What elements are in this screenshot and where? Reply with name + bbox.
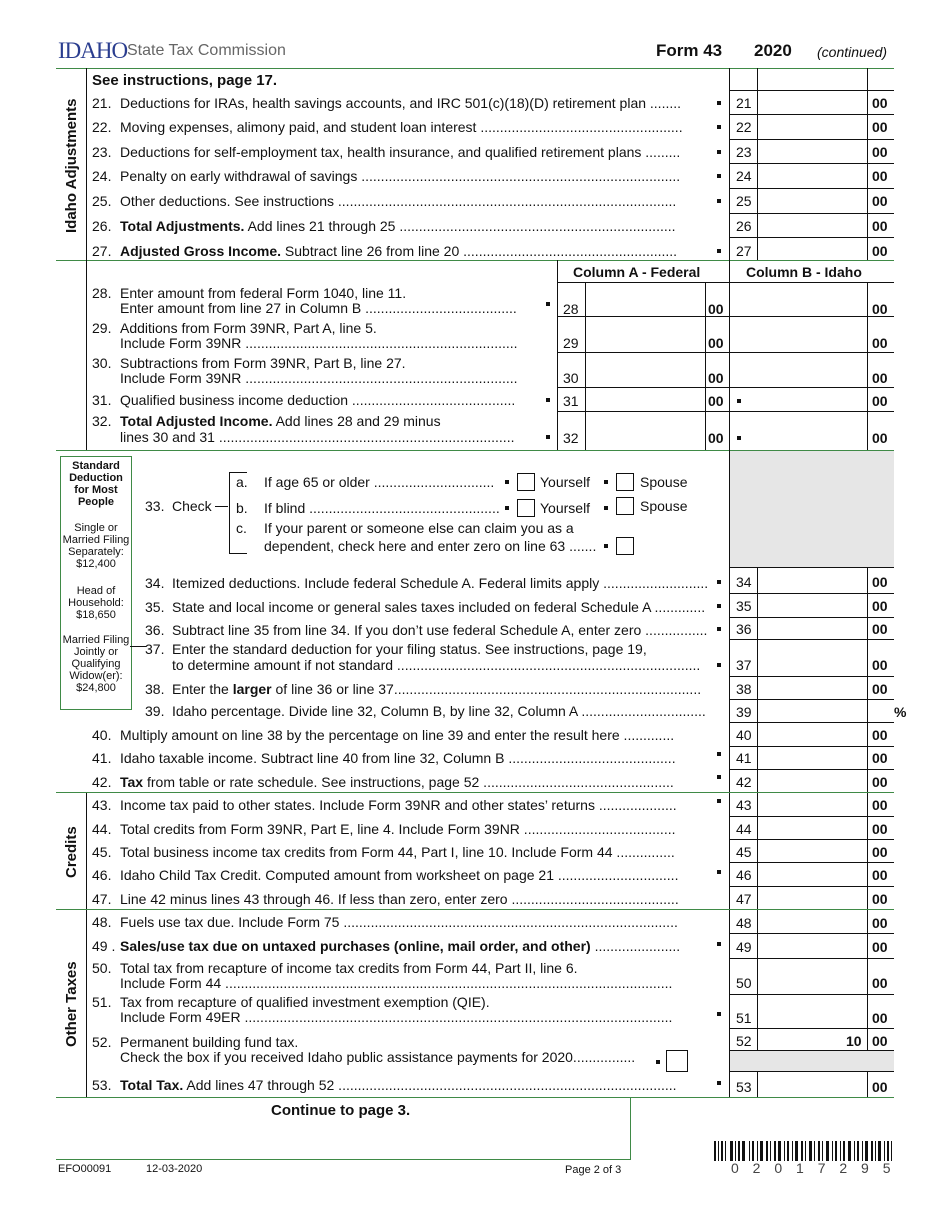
line-53-amount[interactable] (758, 1072, 866, 1096)
line-52-cents: 00 (872, 1033, 888, 1049)
line-42-cents: 00 (872, 774, 888, 790)
line-39-percent-sign: % (894, 704, 907, 720)
continued-label: (continued) (817, 44, 888, 60)
line-33a-letter: a. (236, 474, 248, 490)
line-29-label-2: Include Form 39NR ...................................................................... (120, 335, 518, 351)
line-52-number: 52. (92, 1034, 112, 1050)
line-30-box: 30 (563, 370, 579, 386)
checkbox-33a-spouse[interactable] (616, 473, 634, 491)
line-22-box: 22 (736, 119, 752, 135)
line-34-box: 34 (736, 574, 752, 590)
line-38-cents: 00 (872, 681, 888, 697)
line-31-label: Qualified business income deduction .......................................... (120, 392, 516, 408)
line-46-amount[interactable] (758, 863, 866, 885)
line-40-amount[interactable] (758, 723, 866, 745)
line-25-box: 25 (736, 193, 752, 209)
line-23-number: 23. (92, 144, 112, 160)
line-49-amount[interactable] (758, 934, 866, 957)
line-41-label: Idaho taxable income. Subtract line 40 from line 32, Column B ........................................... (120, 750, 676, 766)
line-36-label: Subtract line 35 from line 34. If you don’t use federal Schedule A, enter zero ................ (172, 622, 708, 638)
line-46-cents: 00 (872, 867, 888, 883)
line-40-box: 40 (736, 727, 752, 743)
line-51-number: 51. (92, 994, 112, 1010)
line-28-box: 28 (563, 301, 579, 317)
line-30-label-1: Subtractions from Form 39NR, Part B, line 27. (120, 355, 406, 371)
line-39-number: 39. (145, 703, 165, 719)
line-43-box: 43 (736, 797, 752, 813)
line-27-label: Adjusted Gross Income. Subtract line 26 from line 20 ....................................................... (120, 243, 678, 259)
line-43-number: 43. (92, 797, 112, 813)
section-credits: Credits (63, 826, 80, 878)
line-53-label: Total Tax. Add lines 47 through 52 ....................................................................................... (120, 1077, 677, 1093)
line-29-box: 29 (563, 335, 579, 351)
line-44-amount[interactable] (758, 817, 866, 838)
line-21-box: 21 (736, 95, 752, 111)
line-29-label-1: Additions from Form 39NR, Part A, line 5. (120, 320, 377, 336)
line-35-cents: 00 (872, 598, 888, 614)
line-23-label: Deductions for self-employment tax, health insurance, and qualified retirement plans ......... (120, 144, 681, 160)
line-51-label-1: Tax from recapture of qualified investment exemption (QIE). (120, 994, 490, 1010)
std-ded-single: Single or Married Filing Separately: $12,400 (62, 522, 130, 570)
line-32-cents-b: 00 (872, 430, 888, 446)
line-26-cents: 00 (872, 218, 888, 234)
line-50-amount[interactable] (758, 959, 866, 993)
line-23-amount[interactable] (758, 140, 866, 162)
line-32-box: 32 (563, 430, 579, 446)
std-ded-hoh: Head of Household: $18,650 (68, 585, 124, 621)
line-41-number: 41. (92, 750, 112, 766)
line-53-box: 53 (736, 1079, 752, 1095)
line-26-amount[interactable] (758, 214, 866, 236)
line-47-amount[interactable] (758, 887, 866, 908)
line-37-cents: 00 (872, 657, 888, 673)
line-52-label-2: Check the box if you received Idaho public assistance payments for 2020................ (120, 1049, 636, 1065)
adjustments-instructions: See instructions, page 17. (92, 72, 278, 89)
line-38-label: Enter the larger of line 36 or line 37............................................................................... (172, 681, 702, 697)
line-24-amount[interactable] (758, 164, 866, 187)
line-43-amount[interactable] (758, 793, 866, 815)
checkbox-33b-yourself[interactable] (517, 499, 535, 517)
form-number: Form 43 (656, 41, 723, 60)
line-22-amount[interactable] (758, 115, 866, 138)
line-33c-label-1: If your parent or someone else can claim you as a (264, 520, 574, 536)
line-30-cents-a: 00 (708, 370, 724, 386)
line-24-label: Penalty on early withdrawal of savings .................................................................................. (120, 168, 681, 184)
line-51-amount[interactable] (758, 995, 866, 1027)
line-28-amount-a[interactable] (586, 283, 704, 315)
line-50-box: 50 (736, 975, 752, 991)
line-32-label-2: lines 30 and 31 ............................................................................ (120, 429, 515, 445)
column-a-header: Column A - Federal (573, 264, 701, 280)
line-30-number: 30. (92, 355, 112, 371)
line-29-cents-a: 00 (708, 335, 724, 351)
line-44-cents: 00 (872, 821, 888, 837)
line-24-number: 24. (92, 168, 112, 184)
line-46-box: 46 (736, 867, 752, 883)
line-31-number: 31. (92, 392, 112, 408)
line-53-cents: 00 (872, 1079, 888, 1095)
line-35-label: State and local income or general sales taxes included on federal Schedule A ............. (172, 599, 706, 615)
line-45-cents: 00 (872, 844, 888, 860)
line-37-box: 37 (736, 657, 752, 673)
line-29-amount-a[interactable] (586, 317, 704, 351)
checkbox-33a-yourself[interactable] (517, 473, 535, 491)
line-48-amount[interactable] (758, 910, 866, 932)
line-49-cents: 00 (872, 939, 888, 955)
agency-name: State Tax Commission (127, 42, 286, 59)
line-47-label: Line 42 minus lines 43 through 46. If less than zero, enter zero ........................................... (120, 891, 679, 907)
line-45-amount[interactable] (758, 840, 866, 861)
line-25-number: 25. (92, 193, 112, 209)
line-33a-yourself-label: Yourself (540, 474, 591, 490)
line-36-cents: 00 (872, 621, 888, 637)
line-47-cents: 00 (872, 891, 888, 907)
line-36-box: 36 (736, 621, 752, 637)
line-40-cents: 00 (872, 727, 888, 743)
section-idaho-adjustments: Idaho Adjustments (63, 98, 80, 233)
line-33a-label: If age 65 or older ............................... (264, 474, 495, 490)
continue-to-page-3: Continue to page 3. (271, 1102, 411, 1119)
line-52-label-1: Permanent building fund tax. (120, 1034, 299, 1050)
line-26-number: 26. (92, 218, 112, 234)
barcode-digits: 0 2 0 1 7 2 9 5 (731, 1160, 896, 1176)
line-29-amount-b[interactable] (730, 317, 866, 351)
section-other-taxes: Other Taxes (63, 961, 80, 1047)
line-34-label: Itemized deductions. Include federal Schedule A. Federal limits apply ........................... (172, 575, 709, 591)
line-27-cents: 00 (872, 243, 888, 259)
line-31-amount-a[interactable] (586, 388, 704, 410)
line-26-box: 26 (736, 218, 752, 234)
line-37-number: 37. (145, 641, 165, 657)
std-ded-mfj: Married Filing Jointly or Qualifying Widow(er): $24,800 (62, 634, 130, 694)
line-42-amount[interactable] (758, 770, 866, 791)
line-48-cents: 00 (872, 915, 888, 931)
line-35-number: 35. (145, 599, 165, 615)
line-36-number: 36. (145, 622, 165, 638)
line-21-cents: 00 (872, 95, 888, 111)
line-28-label-1: Enter amount from federal Form 1040, line 11. (120, 285, 407, 301)
line-25-amount[interactable] (758, 189, 866, 212)
revision-date: 12-03-2020 (146, 1163, 203, 1175)
line-30-label-2: Include Form 39NR ...................................................................... (120, 370, 518, 386)
line-24-cents: 00 (872, 168, 888, 184)
line-33b-spouse-label: Spouse (640, 498, 688, 514)
checkbox-33c-dependent[interactable] (616, 537, 634, 555)
line-28-cents-b: 00 (872, 301, 888, 317)
line-40-number: 40. (92, 727, 112, 743)
line-33c-letter: c. (236, 520, 247, 536)
line-49-box: 49 (736, 939, 752, 955)
line-42-label: Tax from table or rate schedule. See instructions, page 52 ................................................. (120, 774, 674, 790)
line-33-check-label: Check (172, 498, 212, 514)
line-51-cents: 00 (872, 1010, 888, 1026)
line-28-number: 28. (92, 285, 112, 301)
line-39-label: Idaho percentage. Divide line 32, Column B, by line 32, Column A ................................ (172, 703, 706, 719)
line-33c-label-2: dependent, check here and enter zero on line 63 ....... (264, 538, 597, 554)
checkbox-52-public-assistance[interactable] (666, 1050, 688, 1072)
line-22-number: 22. (92, 119, 112, 135)
line-32-label-1: Total Adjusted Income. Add lines 28 and 29 minus (120, 413, 441, 429)
line-50-cents: 00 (872, 975, 888, 991)
line-50-number: 50. (92, 960, 112, 976)
line-32-number: 32. (92, 413, 112, 429)
line-50-label-2: Include Form 44 ................................................................................................................... (120, 975, 673, 991)
line-22-cents: 00 (872, 119, 888, 135)
line-33b-yourself-label: Yourself (540, 500, 591, 516)
line-45-number: 45. (92, 844, 112, 860)
line-37-amount[interactable] (758, 640, 866, 675)
line-25-cents: 00 (872, 193, 888, 209)
line-31-amount-b[interactable] (745, 388, 866, 410)
line-52-box: 52 (736, 1033, 752, 1049)
line-48-label: Fuels use tax due. Include Form 75 ...................................................................................... (120, 914, 678, 930)
line-47-box: 47 (736, 891, 752, 907)
line-25-label: Other deductions. See instructions ....................................................................................... (120, 193, 677, 209)
line-33a-spouse-label: Spouse (640, 474, 688, 490)
line-53-number: 53. (92, 1077, 112, 1093)
line-31-box: 31 (563, 393, 579, 409)
line-36-amount[interactable] (758, 618, 866, 638)
line-49-number: 49 . (92, 938, 116, 954)
checkbox-33b-spouse[interactable] (616, 497, 634, 515)
line-45-box: 45 (736, 844, 752, 860)
line-51-label-2: Include Form 49ER .............................................................................................................. (120, 1009, 673, 1025)
line-27-number: 27. (92, 243, 112, 259)
line-38-box: 38 (736, 681, 752, 697)
line-31-cents-b: 00 (872, 393, 888, 409)
line-30-amount-a[interactable] (586, 353, 704, 386)
line-48-number: 48. (92, 914, 112, 930)
line-23-box: 23 (736, 144, 752, 160)
line-38-number: 38. (145, 681, 165, 697)
barcode (714, 1141, 892, 1161)
line-41-cents: 00 (872, 750, 888, 766)
line-28-amount-b[interactable] (730, 283, 866, 315)
line-46-label: Idaho Child Tax Credit. Computed amount from worksheet on page 21 ............................... (120, 867, 679, 883)
form-code: EFO00091 (58, 1163, 112, 1175)
line-33b-label: If blind ................................................. (264, 500, 500, 516)
column-b-header: Column B - Idaho (746, 264, 862, 280)
line-44-number: 44. (92, 821, 112, 837)
line-43-cents: 00 (872, 797, 888, 813)
line-41-box: 41 (736, 750, 752, 766)
line-27-amount[interactable] (758, 238, 866, 259)
line-38-amount[interactable] (758, 677, 866, 698)
line-21-amount[interactable] (758, 91, 866, 113)
std-ded-title: Standard Deduction for Most People (69, 460, 123, 508)
line-51-box: 51 (736, 1010, 752, 1026)
line-28-label-2: Enter amount from line 27 in Column B ....................................... (120, 300, 517, 316)
line-27-box: 27 (736, 243, 752, 259)
line-37-label-1: Enter the standard deduction for your filing status. See instructions, page 19, (172, 641, 647, 657)
line-42-box: 42 (736, 774, 752, 790)
line-46-number: 46. (92, 867, 112, 883)
line-41-amount[interactable] (758, 747, 866, 768)
line-21-number: 21. (92, 95, 112, 111)
line-32-cents-a: 00 (708, 430, 724, 446)
line-23-cents: 00 (872, 144, 888, 160)
line-22-label: Moving expenses, alimony paid, and student loan interest .................................................... (120, 119, 683, 135)
tax-year: 2020 (754, 41, 792, 60)
line-39-percentage[interactable] (758, 700, 894, 721)
line-52-amount: 10 (846, 1033, 862, 1049)
line-48-box: 48 (736, 915, 752, 931)
line-29-cents-b: 00 (872, 335, 888, 351)
line-35-amount[interactable] (758, 594, 866, 616)
line-33-number: 33. (145, 498, 165, 514)
line-45-label: Total business income tax credits from Form 44, Part I, line 10. Include Form 44 ............... (120, 844, 675, 860)
line-26-label: Total Adjustments. Add lines 21 through 25 ....................................................................... (120, 218, 676, 234)
line-28-cents-a: 00 (708, 301, 724, 317)
line-30-amount-b[interactable] (730, 353, 866, 386)
line-47-number: 47. (92, 891, 112, 907)
line-21-label: Deductions for IRAs, health savings accounts, and IRC 501(c)(18)(D) retirement plan ........ (120, 95, 682, 111)
line-43-label: Income tax paid to other states. Include Form 39NR and other states’ returns .................... (120, 797, 677, 813)
line-34-cents: 00 (872, 574, 888, 590)
line-34-amount[interactable] (758, 568, 866, 592)
line-33b-letter: b. (236, 500, 248, 516)
line-30-cents-b: 00 (872, 370, 888, 386)
line-37-label-2: to determine amount if not standard .............................................................................. (172, 657, 701, 673)
line-42-number: 42. (92, 774, 112, 790)
line-44-box: 44 (736, 821, 752, 837)
line-40-label: Multiply amount on line 38 by the percentage on line 39 and enter the result here ............. (120, 727, 675, 743)
line-49-label: Sales/use tax due on untaxed purchases (online, mail order, and other) ...................... (120, 938, 681, 954)
line-50-label-1: Total tax from recapture of income tax credits from Form 44, Part II, line 6. (120, 960, 578, 976)
line-34-number: 34. (145, 575, 165, 591)
line-44-label: Total credits from Form 39NR, Part E, line 4. Include Form 39NR ....................................... (120, 821, 676, 837)
line-29-number: 29. (92, 320, 112, 336)
page-number: Page 2 of 3 (565, 1164, 622, 1176)
line-39-box: 39 (736, 704, 752, 720)
line-35-box: 35 (736, 598, 752, 614)
line-24-box: 24 (736, 168, 752, 184)
idaho-logo: IDAHO (58, 38, 128, 63)
line-32-amount-b[interactable] (745, 412, 866, 449)
line-32-amount-a[interactable] (586, 412, 704, 449)
line-31-cents-a: 00 (708, 393, 724, 409)
